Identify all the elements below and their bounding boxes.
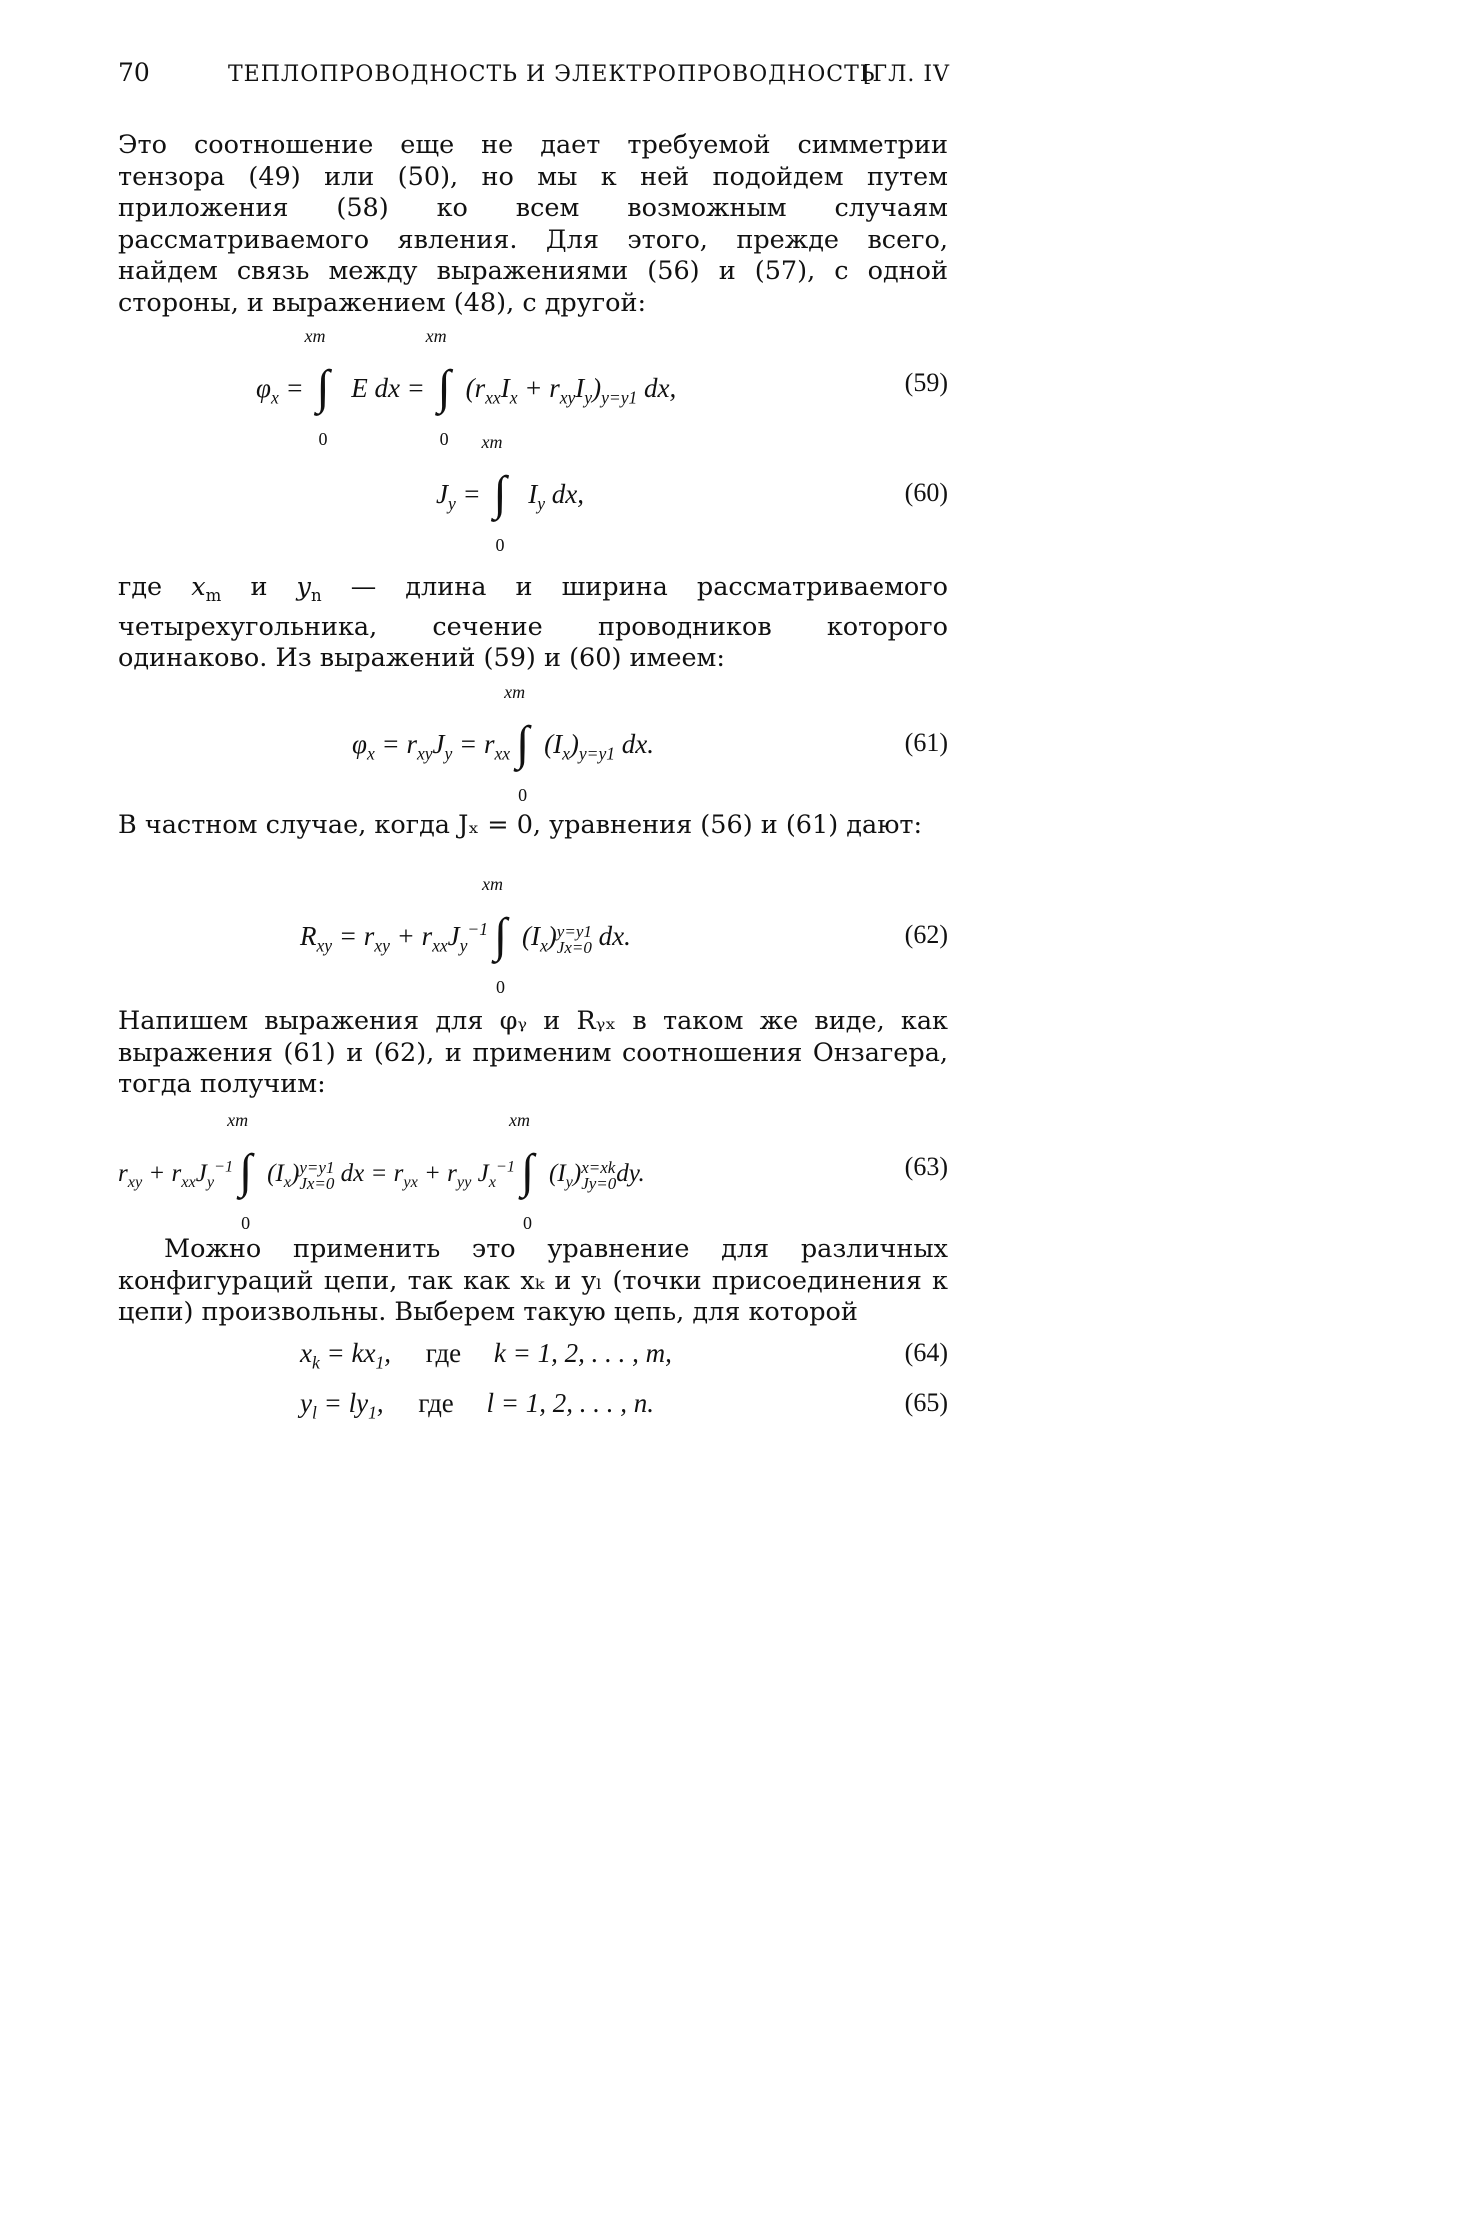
equation-64: $x_k = kx_1$, где k = 1, 2, . . . , m,	[300, 1338, 672, 1373]
running-title: ТЕПЛОПРОВОДНОСТЬ И ЭЛЕКТРОПРОВОДНОСТЬ	[228, 62, 876, 87]
integral-sign: xm ∫ 0	[227, 1110, 253, 1233]
equation-number-61: (61)	[904, 728, 948, 757]
equation-63: $r_{xy} + r_{xx}J_y^{-1}$ xm ∫ 0 $(I_x)y=y1$ Jx=0 dx = $r_{yx} + r_{yy}$ $J_x^{-1}$ xm ∫ 0 $(I_y)x=xk$ Jy=0dy.	[118, 1110, 645, 1233]
paragraph-1: Это соотношение еще не дает требуемой симметрии тензора (49) или (50), но мы к ней подойдем путем приложения (58) ко всем возможным случаям рассматриваемого явления. Для этого, прежде всего, найдем связь между выражениями (56) и (57), с одной стороны, и выражением (48), с другой:	[118, 130, 948, 318]
equation-number-62: (62)	[904, 920, 948, 949]
equation-65: $y_l = ly_1$, где l = 1, 2, . . . , n.	[300, 1388, 655, 1423]
equation-number-60: (60)	[904, 478, 948, 507]
integral-sign: xm ∫ 0	[482, 874, 508, 997]
paragraph-5: Можно применить это уравнение для различных конфигураций цепи, так как xₖ и yₗ (точки присоединения к цепи) произвольны. Выберем такую цепь, для которой	[118, 1234, 948, 1327]
equation-60: $J_y$ = xm ∫ 0 $I_y$ dx,	[436, 432, 585, 555]
integral-sign: xm ∫ 0	[509, 1110, 535, 1233]
equation-65-range: l = 1, 2, . . . , n.	[486, 1388, 655, 1418]
page-number: 70	[118, 58, 150, 87]
equation-62: $R_{xy} = r_{xy} + r_{xx}J_y^{-1}$ xm ∫ 0 $(I_x)y=y1$ Jx=0 dx.	[300, 874, 631, 997]
equation-65-where: где	[418, 1388, 454, 1418]
equation-64-where: где	[425, 1338, 462, 1368]
integral-sign: xm ∫ 0	[304, 326, 330, 449]
equation-number-64: (64)	[904, 1338, 948, 1367]
equation-61: $\varphi_x = r_{xy}J_y = r_{xx}$ xm ∫ 0 $(I_x)_{y=y1}$ dx.	[352, 682, 654, 805]
integral-sign: xm ∫ 0	[425, 326, 451, 449]
page-header	[118, 58, 950, 98]
equation-number-63: (63)	[904, 1152, 948, 1181]
paragraph-3: В частном случае, когда Jₓ = 0, уравнения (56) и (61) дают:	[118, 810, 923, 840]
equation-64-range: k = 1, 2, . . . , m,	[493, 1338, 672, 1368]
equation-number-65: (65)	[904, 1388, 948, 1417]
equation-number-59: (59)	[904, 368, 948, 397]
integral-sign: xm ∫ 0	[504, 682, 530, 805]
paragraph-2: где $x_m$ и $y_n$ — длина и ширина рассматриваемого четырехугольника, сечение проводников которого одинаково. Из выражений (59) и (60) имеем:	[118, 572, 948, 674]
equation-59: $\varphi_x$ = xm ∫ 0 E dx = xm ∫ 0 $(r_{xx}I_x + r_{xy}I_y)_{y=y1}$ dx,	[256, 326, 677, 449]
integral-sign: xm ∫ 0	[481, 432, 507, 555]
paragraph-4: Напишем выражения для φᵧ и Rᵧₓ в таком же виде, как выражения (61) и (62), и применим соотношения Онзагера, тогда получим:	[118, 1006, 948, 1099]
chapter-reference: [ГЛ. IV	[862, 62, 950, 87]
